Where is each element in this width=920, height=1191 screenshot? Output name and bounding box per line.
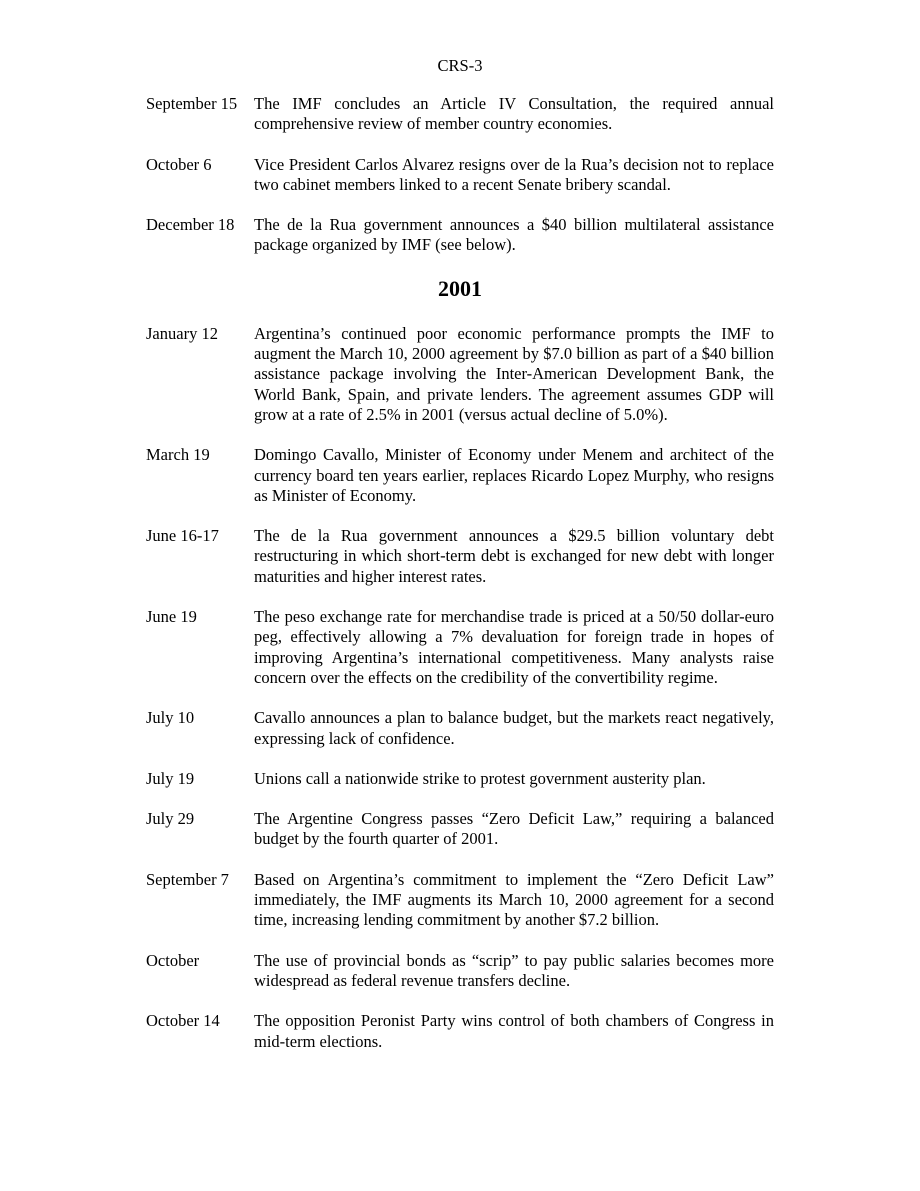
timeline-entry xyxy=(146,951,774,992)
entry-text: Unions call a nationwide strike to protest government austerity plan. xyxy=(254,768,706,788)
timeline-entry xyxy=(146,708,774,749)
entry-date: September 15 xyxy=(146,94,238,113)
entry-date: October 6 xyxy=(146,154,212,174)
entry-text: The de la Rua government announces a $29.5 billion voluntary debt restructuring in which short-term debt is exchanged for new debt with longer maturities and higher interest rates. xyxy=(254,526,774,586)
timeline-entry xyxy=(146,1011,774,1052)
timeline-entry xyxy=(146,215,774,256)
entry-text: Vice President Carlos Alvarez resigns over de la Rua’s decision not to replace two cabinet members linked to a recent Senate bribery scandal. xyxy=(254,154,774,194)
entry-date: March 19 xyxy=(146,445,210,465)
entry-date: July 10 xyxy=(146,708,195,728)
timeline-entry xyxy=(146,870,774,931)
entry-text: Based on Argentina’s commitment to implement the “Zero Deficit Law” immediately, the IMF augments its March 10, 2000 agreement for a second time, increasing lending commitment by another $7.2 billion. xyxy=(254,869,774,930)
timeline-entry xyxy=(146,324,774,425)
timeline-entry xyxy=(146,607,774,688)
entry-text: The Argentine Congress passes “Zero Deficit Law,” requiring a balanced budget by the fourth quarter of 2001. xyxy=(254,809,774,849)
chronology-content xyxy=(146,94,774,1072)
entry-date: July 19 xyxy=(146,768,195,788)
entry-date: October 14 xyxy=(146,1011,220,1031)
timeline-entry xyxy=(146,769,774,789)
page-number-header: CRS-3 xyxy=(437,56,483,75)
entry-text: The peso exchange rate for merchandise trade is priced at a 50/50 dollar-euro peg, effectively allowing a 7% devaluation for foreign trade in hopes of improving Argentina’s international competitiveness. Many analysts raise concern over the effects on the credibility of the convertibility regime. xyxy=(254,607,774,687)
entry-date: September 7 xyxy=(146,869,229,889)
timeline-entry xyxy=(146,526,774,587)
entry-date: June 16-17 xyxy=(146,526,219,546)
entry-date: October xyxy=(146,950,200,970)
entry-text: The IMF concludes an Article IV Consultation, the required annual comprehensive review of member country economies. xyxy=(254,94,774,134)
timeline-entry xyxy=(146,445,774,506)
entry-text: The use of provincial bonds as “scrip” to pay public salaries becomes more widespread as federal revenue transfers decline. xyxy=(254,950,774,990)
entry-text: Cavallo announces a plan to balance budget, but the markets react negatively, expressing lack of confidence. xyxy=(254,708,774,748)
entry-text: The opposition Peronist Party wins control of both chambers of Congress in mid-term elections. xyxy=(254,1011,774,1051)
entry-date: December 18 xyxy=(146,215,235,235)
entry-date: January 12 xyxy=(146,323,218,343)
entry-date: July 29 xyxy=(146,809,195,829)
entry-text: Argentina’s continued poor economic performance prompts the IMF to augment the March 10, 2000 agreement by $7.0 billion as part of a $40 billion assistance package involving the Inter-American Development Bank, the World Bank, Spain, and private lenders. The agreement assumes GDP will grow at a rate of 2.5% in 2001 (versus actual decline of 5.0%). xyxy=(254,323,774,424)
timeline-entry xyxy=(146,809,774,850)
entry-text: Domingo Cavallo, Minister of Economy under Menem and architect of the currency board ten years earlier, replaces Ricardo Lopez Murphy, who resigns as Minister of Economy. xyxy=(254,445,774,505)
section-heading-year: 2001 xyxy=(438,275,482,301)
entry-text: The de la Rua government announces a $40 billion multilateral assistance package organized by IMF (see below). xyxy=(254,215,774,255)
timeline-entry xyxy=(146,94,774,135)
entry-date: June 19 xyxy=(146,607,197,627)
timeline-entry xyxy=(146,155,774,196)
